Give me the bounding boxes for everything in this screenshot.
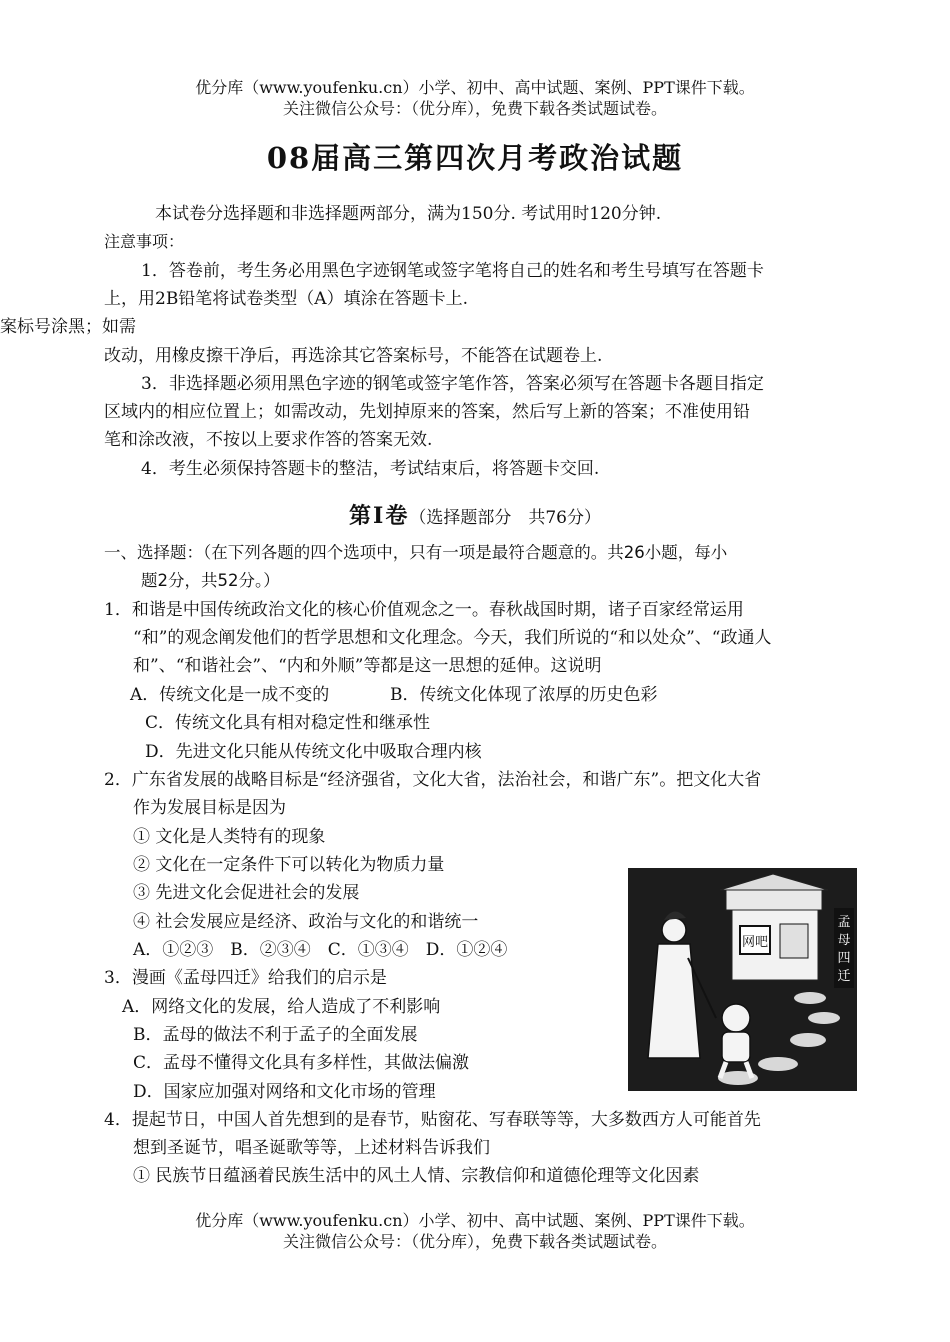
site-footer-line2: 关注微信公众号：（优分库），免费下载各类试题试卷。 <box>282 1232 667 1251</box>
notice-line: 改动，用橡皮擦干净后，再选涂其它答案标号，不能答在试题卷上. <box>104 346 603 366</box>
cartoon-drawing <box>628 868 857 1091</box>
cartoon-caption-4: 迁 <box>837 969 851 984</box>
site-header-line2: 关注微信公众号：（优分库），免费下载各类试题试卷。 <box>282 99 667 118</box>
q4-item: ① 民族节日蕴涵着民族生活中的风土人情、宗教信仰和道德伦理等文化因素 <box>133 1166 700 1186</box>
q2-item: ③ 先进文化会促进社会的发展 <box>133 883 360 903</box>
q3-option-a: A．网络文化的发展，给人造成了不利影响 <box>122 997 441 1017</box>
page-title: 08届高三第四次月考政治试题 <box>266 141 684 175</box>
section-instruction: 一、选择题：（在下列各题的四个选项中，只有一项是最符合题意的。共26小题，每小 <box>104 543 728 562</box>
q2-item: ② 文化在一定条件下可以转化为物质力量 <box>133 855 445 875</box>
section-title-main: 第Ⅰ卷 <box>349 503 410 529</box>
q1-option-b: B．传统文化体现了浓厚的历史色彩 <box>390 685 658 705</box>
cartoon-caption-1: 孟 <box>837 915 851 930</box>
q2-item: ① 文化是人类特有的现象 <box>133 827 326 847</box>
section-title-note: （选择题部分 共76分） <box>409 508 601 528</box>
notice-heading: 注意事项： <box>104 232 185 251</box>
section-instruction: 题2分，共52分。） <box>141 571 280 590</box>
notice-line: 1．答卷前，考生务必用黑色字迹钢笔或签字笔将自己的姓名和考生号填写在答题卡 <box>141 261 764 281</box>
q3-option-d: D．国家应加强对网络和文化市场的管理 <box>133 1082 436 1102</box>
cartoon-caption-3: 四 <box>837 951 851 966</box>
q3-option-b: B．孟母的做法不利于孟子的全面发展 <box>133 1025 418 1045</box>
q1-option-a: A．传统文化是一成不变的 <box>130 685 330 705</box>
q2-options: A．①②③ B．②③④ C．①③④ D．①②④ <box>133 940 508 960</box>
section-title <box>0 499 950 530</box>
notice-line: 3．非选择题必须用黑色字迹的钢笔或签字笔作答，答案必须写在答题卡各题目指定 <box>141 374 764 394</box>
notice-line: 上，用2B铅笔将试卷类型（A）填涂在答题卡上. <box>104 289 468 309</box>
q3-stem: 3．漫画《孟母四迁》给我们的启示是 <box>104 968 387 988</box>
q1-option-d: D．先进文化只能从传统文化中吸取合理内核 <box>145 742 482 762</box>
q3-option-c: C．孟母不懂得文化具有多样性，其做法偏激 <box>133 1053 470 1073</box>
notice-line: 笔和涂改液，不按以上要求作答的答案无效. <box>104 430 433 450</box>
q2-item: ④ 社会发展应是经济、政治与文化的和谐统一 <box>133 912 479 932</box>
q1-stem: 和”、“和谐社会”、“内和外顺”等都是这一思想的延伸。这说明 <box>133 656 602 676</box>
cartoon-caption-2: 母 <box>837 933 851 948</box>
cartoon-sign-text: 网吧 <box>741 935 769 950</box>
cartoon-illustration <box>628 868 857 1091</box>
exam-intro: 本试卷分选择题和非选择题两部分，满为150分. 考试用时120分钟. <box>155 204 662 224</box>
q1-option-c: C．传统文化具有相对稳定性和继承性 <box>145 713 431 733</box>
notice-line: 区域内的相应位置上；如需改动，先划掉原来的答案，然后写上新的答案；不准使用铅 <box>104 402 750 422</box>
notice-line: 案标号涂黑；如需 <box>0 317 136 337</box>
site-footer-line1: 优分库（www.youfenku.cn）小学、初中、高中试题、案例、PPT课件下载。 <box>195 1211 755 1230</box>
q4-stem: 想到圣诞节，唱圣诞歌等等，上述材料告诉我们 <box>133 1138 490 1158</box>
site-header-line1: 优分库（www.youfenku.cn）小学、初中、高中试题、案例、PPT课件下载。 <box>195 78 755 97</box>
q1-stem: “和”的观念阐发他们的哲学思想和文化理念。今天，我们所说的“和以处众”、“政通人 <box>133 628 772 648</box>
q1-stem: 1．和谐是中国传统政治文化的核心价值观念之一。春秋战国时期，诸子百家经常运用 <box>104 600 744 620</box>
q2-stem: 作为发展目标是因为 <box>133 798 286 818</box>
q4-stem: 4．提起节日，中国人首先想到的是春节，贴窗花、写春联等等，大多数西方人可能首先 <box>104 1110 761 1130</box>
q2-stem: 2．广东省发展的战略目标是“经济强省，文化大省，法治社会，和谐广东”。把文化大省 <box>104 770 762 790</box>
notice-line: 4．考生必须保持答题卡的整洁，考试结束后，将答题卡交回. <box>141 459 600 479</box>
